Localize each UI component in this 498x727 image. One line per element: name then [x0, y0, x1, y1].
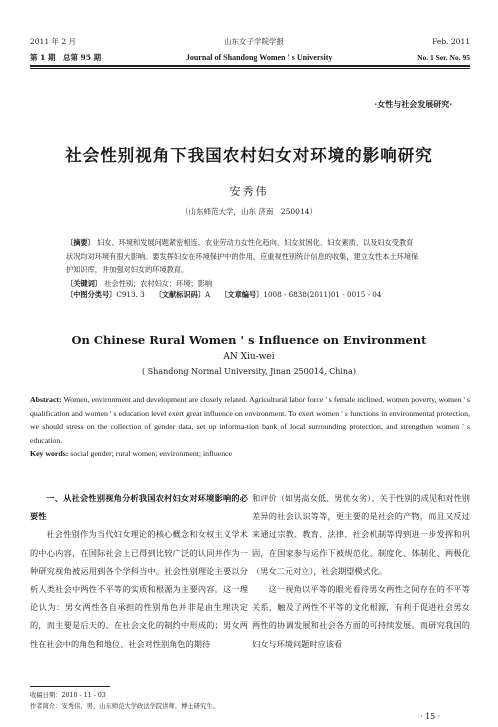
running-header-top [30, 36, 470, 47]
page-number: · 15 · [420, 712, 441, 721]
keywords-label-cn: 〔关键词〕 [66, 278, 102, 288]
section-heading-1: 一、从社会性别视角分析我国农村妇女对环境影响的必要性 [30, 493, 248, 522]
header-rule-thin [30, 68, 470, 69]
clc-label: 〔中图分类号〕 [66, 290, 117, 299]
journal-name-en: Journal of Shandong Women ' s University [185, 53, 333, 62]
article-no-label: 〔文章编号〕 [220, 290, 264, 299]
author-cn: 安秀伟 [229, 185, 269, 198]
body-paragraph: 社会性别作为当代妇女理论的核心概念和女权主义学术的中心内容，在国际社会上已得到比较广泛的认同并作为一种研究视角被运用到各个学科当中。社会性别理论主要以分析人类社会中两性不平等的实质和根源为主要内容。这一理论认为：男女两性各自承担的性别角色并非是由生理决定的，而主要是后天的、在社会文化的制约中形成的；男女两性在社会中的角色和地位、社会对性别角色的期待 [30, 529, 248, 649]
body-paragraph: 和评价（如男高女低、男优女劣）、关于性别的成见和对性别差异的社会认识等等，更主要的是社会的产物，而且又反过来通过宗教、教育、法律、社会机制等得到进一步发挥和巩固，在国家参与运作下被规范化、制度化、体制化、两极化（男女二元对立），社会期望模式化。 [252, 493, 470, 576]
running-header-bottom [30, 52, 470, 63]
article-no-value: 1008 - 6838(2011)01 - 0015 - 04 [263, 290, 382, 299]
body-paragraph: 这一视角以平等的眼光看待男女两性之间存在的不平等关系，触及了两性不平等的文化根源，有利于促进社会男女两性的协调发展和社会各方面的可持续发展。而研究我国的妇女与环境问题时应该看 [252, 584, 470, 649]
keywords-text-cn: 社会性别；农村妇女；环境；影响 [104, 278, 213, 288]
keywords-label-en: Key words: [30, 449, 69, 458]
author-en: AN Xiu-wei [223, 352, 275, 362]
abstract-text-cn-2: 状况均对环境有很大影响。要发挥妇女在环境保护中的作用，应重视性别统计信息的收集，建立女性本土环境保 [66, 251, 419, 261]
classification-meta [66, 290, 381, 300]
affiliation-cn: （山东师范大学，山东 济南 250014） [180, 207, 317, 216]
footnote [30, 690, 219, 712]
abstract-label-en: Abstract: [30, 395, 62, 404]
issue-number-en: No. 1 Ser. No. 95 [417, 53, 470, 62]
article-title-cn: 社会性别视角下我国农村妇女对环境的影响研究 [65, 146, 433, 165]
clc-value: C913. 3 [116, 290, 145, 299]
journal-name-cn: 山东女子学院学报 [224, 37, 285, 46]
doc-code-value: A [205, 290, 211, 299]
abstract-text-cn-3: 护知识库，并加强对妇女的环境教育。 [66, 265, 189, 274]
keywords-en [30, 449, 470, 458]
footnote-rule [30, 686, 110, 687]
abstract-text-en: Women, environment and development are closely related. Agricultural labor force ' s female inclined, women poverty, women ' s qualification and women ' s education level exert great influence on environment. To exert women ' s functions in environmental protection, we should stress on the collection of gender data, set up informa-tion bank of local surrounding protection, and strengthen women ' s education. [30, 395, 470, 445]
doc-code-label: 〔文献标识码〕 [154, 290, 206, 299]
abstract-en [30, 393, 470, 447]
issue-number-cn: 第 1 期 总第 95 期 [30, 53, 102, 62]
author-bio: 作者简介：安秀伟，男，山东师范大学政法学院讲师，博士研究生。 [30, 703, 219, 710]
body-column-right [252, 489, 470, 653]
affiliation-en: ( Shandong Normal University, Jinan 250014, China) [142, 367, 356, 376]
body-column-left [30, 489, 248, 653]
issue-date-en: Feb. 2011 [432, 37, 470, 46]
abstract-cn [66, 236, 438, 290]
abstract-text-cn-1: 妇女、环境和发展问题紧密相连。农业劳动力女性化趋向、妇女贫困化、妇女素质、以及妇女受教育 [97, 238, 414, 247]
issue-date-cn: 2011 年 2 月 [30, 37, 77, 46]
section-tag: ·女性与社会发展研究· [374, 99, 452, 109]
abstract-label-cn: 〔摘要〕 [66, 238, 95, 247]
article-title-en: On Chinese Rural Women ' s Influence on Environment [71, 333, 427, 347]
received-date: 收稿日期：2010 - 11 - 03 [30, 692, 106, 699]
header-rule [30, 65, 470, 67]
keywords-text-en: social gender; rural women; environment; influence [70, 449, 233, 458]
